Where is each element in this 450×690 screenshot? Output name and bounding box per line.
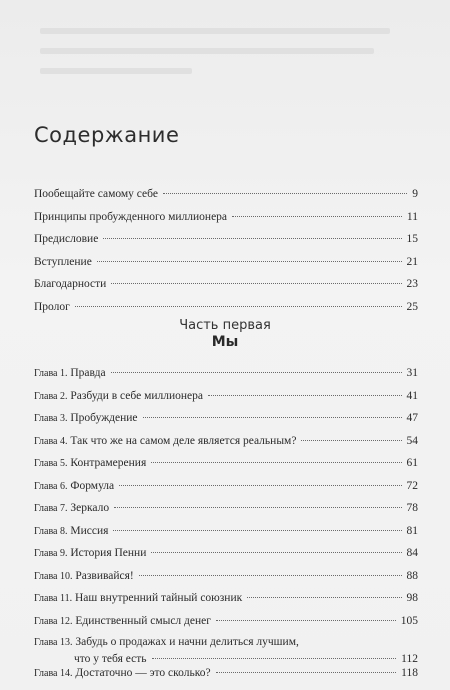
toc-entry — [34, 567, 418, 590]
toc-entry — [34, 589, 418, 612]
dot-leader — [111, 283, 401, 284]
entry-title: Предисловие — [34, 233, 99, 245]
entry-page: 78 — [406, 502, 418, 514]
entry-page: 88 — [406, 569, 418, 582]
dot-leader — [152, 658, 397, 659]
dot-leader — [216, 672, 397, 673]
chapter-number: Глава 3. — [34, 413, 68, 424]
toc-entry — [34, 253, 418, 276]
chapter-number: Глава 11. — [34, 593, 73, 604]
chapter-page: 112 — [401, 653, 418, 665]
toc-entry — [34, 409, 418, 432]
chapter-title: Разбуди в себе миллионера — [70, 389, 203, 402]
entry-page: 81 — [406, 524, 418, 537]
chapter-title: Формула — [70, 479, 115, 492]
dot-leader — [163, 193, 407, 194]
dot-leader — [232, 216, 402, 217]
toc-entry — [34, 612, 418, 635]
entry-page: 15 — [406, 233, 418, 245]
chapter-title-line2: что у тебя есть — [74, 653, 147, 665]
chapter-number: Глава 8. — [34, 525, 68, 537]
chapter-title: Наш внутренний тайный союзник — [75, 592, 243, 604]
toc-entry — [34, 499, 418, 522]
dot-leader — [114, 507, 401, 508]
front-matter-list — [34, 185, 418, 320]
bleed-through-text — [40, 28, 420, 88]
entry-page: 31 — [406, 367, 418, 379]
chapter-title: Миссия — [70, 524, 109, 537]
entry-page: 25 — [406, 300, 418, 313]
entry-page: 9 — [412, 188, 418, 200]
chapter-list — [34, 364, 418, 634]
dot-leader — [216, 620, 396, 621]
toc-entry — [34, 298, 418, 321]
toc-entry — [34, 477, 418, 500]
entry-page: 23 — [406, 278, 418, 290]
part-label: Часть первая — [179, 318, 271, 333]
toc-entry — [34, 454, 418, 477]
chapter-title: Правда — [70, 367, 106, 379]
chapter-title: Пробуждение — [70, 412, 138, 424]
chapter-title: История Пенни — [70, 547, 147, 559]
chapter-number: Глава 9. — [34, 548, 68, 559]
toc-entry — [34, 275, 418, 298]
entry-title: Принципы пробужденного миллионера — [34, 210, 228, 223]
dot-leader — [111, 372, 402, 373]
chapter-title: Так что же на самом деле является реальным? — [70, 434, 297, 447]
entry-page: 54 — [406, 434, 418, 447]
chapter-number: Глава 7. — [34, 503, 68, 514]
dot-leader — [151, 552, 401, 553]
entry-page: 47 — [406, 412, 418, 424]
entry-page: 61 — [406, 457, 418, 469]
chapter-title: Зеркало — [70, 502, 110, 514]
chapter-number: Глава 12. — [34, 615, 73, 627]
chapter-number: Глава 4. — [34, 435, 68, 447]
toc-entry — [34, 432, 418, 455]
chapter-13-entry — [34, 634, 418, 668]
toc-entry — [34, 185, 418, 208]
entry-title: Вступление — [34, 255, 92, 268]
dot-leader — [113, 530, 401, 531]
entry-page: 21 — [406, 255, 418, 268]
dot-leader — [139, 575, 402, 576]
toc-heading: Содержание — [34, 123, 180, 147]
chapter-title: Контрамерения — [70, 457, 147, 469]
toc-entry — [34, 364, 418, 387]
dot-leader — [301, 440, 401, 441]
chapter-number: Глава 10. — [34, 570, 73, 582]
dot-leader — [97, 261, 402, 262]
chapter-number: Глава 14. — [34, 668, 73, 679]
toc-entry — [34, 208, 418, 231]
chapter-number: Глава 6. — [34, 480, 68, 492]
chapter-title: Достаточно — это сколько? — [75, 667, 211, 679]
dot-leader — [208, 395, 402, 396]
chapter-number: Глава 2. — [34, 390, 68, 402]
toc-entry — [34, 230, 418, 253]
dot-leader — [143, 417, 402, 418]
dot-leader — [151, 462, 401, 463]
chapter-number: Глава 1. — [34, 368, 68, 379]
chapter-title: Единственный смысл денег — [75, 614, 211, 627]
entry-page: 84 — [406, 547, 418, 559]
entry-page: 105 — [400, 614, 418, 627]
entry-title: Пообещайте самому себе — [34, 188, 158, 200]
entry-title: Благодарности — [34, 278, 107, 290]
entry-page: 72 — [406, 479, 418, 492]
dot-leader — [247, 597, 401, 598]
entry-title: Пролог — [34, 300, 70, 313]
entry-page: 41 — [406, 389, 418, 402]
toc-entry — [34, 522, 418, 545]
toc-entry — [34, 387, 418, 410]
entry-page: 11 — [406, 210, 418, 223]
dot-leader — [119, 485, 401, 486]
dot-leader — [75, 306, 402, 307]
entry-page: 98 — [406, 592, 418, 604]
chapter-title: Развивайся! — [75, 569, 134, 582]
chapter-page: 118 — [401, 667, 418, 679]
dot-leader — [103, 238, 401, 239]
part-title: Мы — [211, 334, 239, 350]
chapter-14-entry — [34, 664, 418, 687]
toc-entry — [34, 544, 418, 567]
chapter-number: Глава 5. — [34, 458, 68, 469]
chapter-title-line1: Забудь о продажах и начни делиться лучшим, — [75, 636, 299, 648]
chapter-number: Глава 13. — [34, 637, 73, 648]
